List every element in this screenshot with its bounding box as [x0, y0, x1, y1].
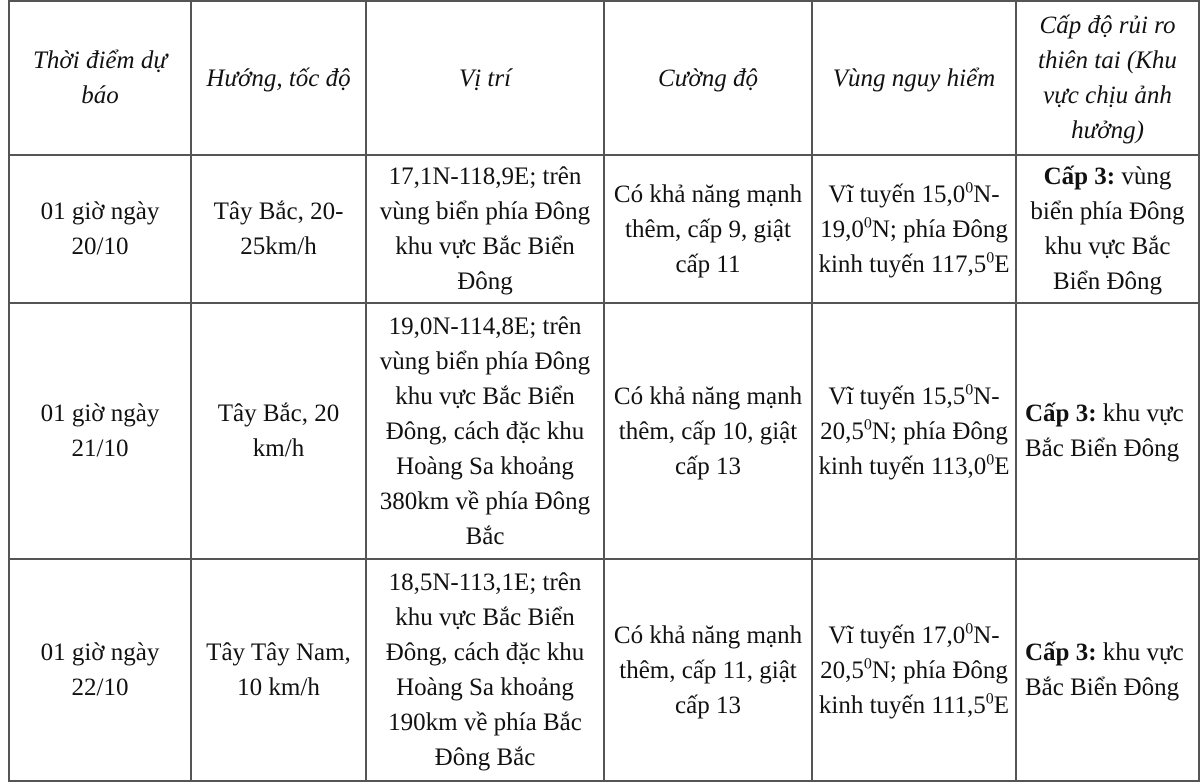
risk-area: khu vực Bắc Biển Đông — [1025, 400, 1184, 462]
risk-level-label: Cấp 3: — [1025, 639, 1097, 666]
cell-position: 19,0N-114,8E; trên vùng biển phía Đông khu vực Bắc Biển Đông, cách đặc khu Hoàng Sa khoảng 380km về phía Đông Bắc — [366, 303, 604, 559]
risk-area: vùng biển phía Đông khu vực Bắc Biển Đông — [1030, 163, 1185, 295]
cell-time: 01 giờ ngày 20/10 — [9, 155, 191, 303]
cell-position: 17,1N-118,9E; trên vùng biển phía Đông khu vực Bắc Biển Đông — [366, 155, 604, 303]
table-row — [9, 303, 1199, 559]
cell-time: 01 giờ ngày 21/10 — [9, 303, 191, 559]
storm-forecast-table — [8, 0, 1200, 782]
cell-direction: Tây Bắc, 20-25km/h — [191, 155, 366, 303]
header-danger-zone: Vùng nguy hiểm — [812, 1, 1016, 155]
risk-area: khu vực Bắc Biển Đông — [1025, 639, 1184, 701]
cell-intensity: Có khả năng mạnh thêm, cấp 10, giật cấp 13 — [604, 303, 812, 559]
cell-intensity: Có khả năng mạnh thêm, cấp 11, giật cấp 13 — [604, 559, 812, 781]
cell-direction: Tây Bắc, 20 km/h — [191, 303, 366, 559]
cell-direction: Tây Tây Nam, 10 km/h — [191, 559, 366, 781]
risk-level-label: Cấp 3: — [1025, 400, 1097, 427]
header-intensity: Cường độ — [604, 1, 812, 155]
cell-risk-level — [1016, 559, 1199, 781]
header-risk-level: Cấp độ rủi ro thiên tai (Khu vực chịu ảnh hưởng) — [1016, 1, 1199, 155]
risk-level-label: Cấp 3: — [1043, 163, 1116, 190]
header-row — [9, 1, 1199, 155]
table-row — [9, 559, 1199, 781]
table-row — [9, 155, 1199, 303]
cell-risk-level — [1016, 155, 1199, 303]
cell-time: 01 giờ ngày 22/10 — [9, 559, 191, 781]
header-position: Vị trí — [366, 1, 604, 155]
cell-danger-zone: Vĩ tuyến 17,0$^0$N-20,5$^0$N; phía Đông kinh tuyến 111,5$^0$E — [812, 559, 1016, 781]
cell-position: 18,5N-113,1E; trên khu vực Bắc Biển Đông, cách đặc khu Hoàng Sa khoảng 190km về phía Bắc Đông Bắc — [366, 559, 604, 781]
cell-danger-zone: Vĩ tuyến 15,5$^0$N-20,5$^0$N; phía Đông kinh tuyến 113,0$^0$E — [812, 303, 1016, 559]
cell-danger-zone: Vĩ tuyến 15,0$^0$N-19,0$^0$N; phía Đông kinh tuyến 117,5$^0$E — [812, 155, 1016, 303]
cell-intensity: Có khả năng mạnh thêm, cấp 9, giật cấp 11 — [604, 155, 812, 303]
cell-risk-level — [1016, 303, 1199, 559]
header-time: Thời điểm dự báo — [9, 1, 191, 155]
header-direction: Hướng, tốc độ — [191, 1, 366, 155]
